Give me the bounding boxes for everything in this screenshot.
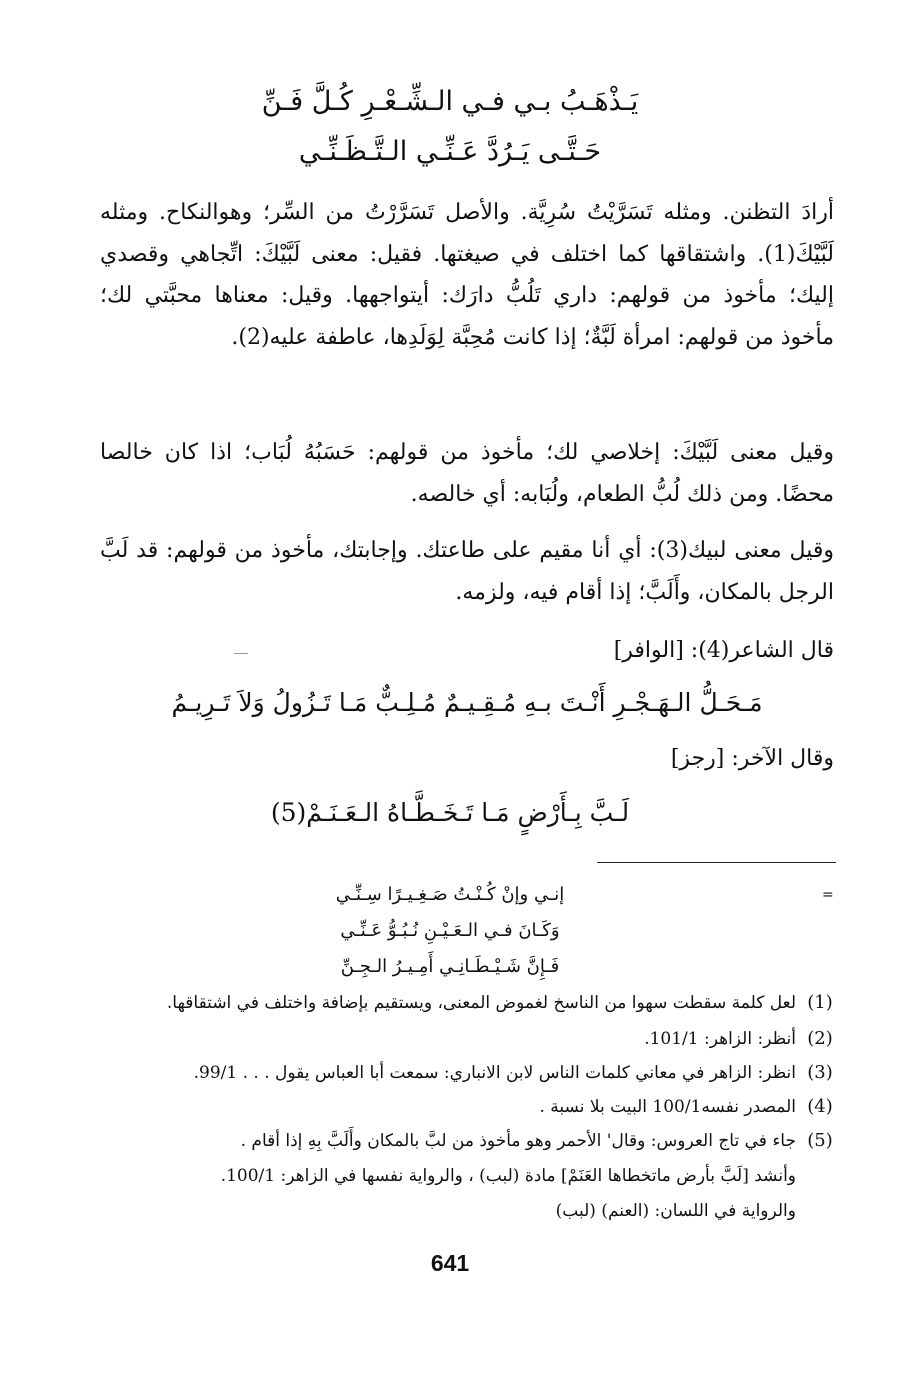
footnote-number: (5) (807, 1130, 833, 1151)
opening-verse-line-1: يَـذْهَـبُ بـي فـي الـشِّـعْـرِ كُـلَّ فَـنِّ (261, 86, 639, 117)
footnote-text: المصدر نفسه100/1 البيت بلا نسبة . (539, 1097, 796, 1117)
continuation-marker: = (822, 887, 834, 903)
footnote-text: انظر: الزاهر في معاني كلمات الناس لابن الانباري: سمعت أبا العباس يقول . . . 99/1. (193, 1063, 796, 1083)
other-poet-intro: وقال الآخر: [رجز] (670, 746, 834, 771)
paragraph-1 (100, 192, 834, 358)
footnote-text: والرواية في اللسان: (العنم) (لبب) (555, 1201, 796, 1221)
stray-mark (234, 653, 248, 654)
paragraph-2 (100, 432, 834, 515)
verse-rajaz: لَـبَّ بِـأَرْضٍ مَـا تَـخَـطَّـاهُ الـعَـنَـمْ(5) (270, 798, 630, 827)
footnote-number: (2) (807, 1028, 833, 1049)
footnote-number: (1) (807, 992, 833, 1013)
paragraph-text: أرادَ التظنن. ومثله تَسَرَّيْتُ سُرِيَّة. والأصل تَسَرَّرْتُ من السِّر؛ وهوالنكاح. ومثله لَبَّيْكَ(1). واشتقاقها كما اختلف في صيغتها. فقيل: معنى لَبَّيْكَ: اتِّجاهي وقصدي إليك؛ مأخوذ من قولهم: داري تَلُبُّ دارَك: أيتواجهها. وقيل: معناها محبَّتي لك؛ مأخوذ من قولهم: امرأة لَبَّةٌ؛ إذا كانت مُحِبَّة لِوَلَدِها، عاطفة عليه(2). (100, 200, 834, 350)
footnote-text: جاء في تاج العروس: وقال' الأحمر وهو مأخوذ من لبَّ بالمكان وأَلَبَّ بِهِ إذا أقام . (240, 1131, 796, 1151)
footnote-text: لعل كلمة سقطت سهوا من الناسخ لغموض المعنى، ويستقيم بإضافة واختلف في اشتقاقها. (166, 993, 796, 1013)
page-number: 641 (430, 1250, 470, 1276)
paragraph-text: وقيل معنى لَبَّيْكَ: إخلاصي لك؛ مأخوذ من قولهم: حَسَبُهُ لُبَاب؛ اذا كان خالصا محضًا. ومن ذلك لُبُّ الطعام، ولُبَابه: أي خالصه. (100, 440, 834, 507)
footnote-text: وأنشد [لَبَّ بأرض ماتخطاها العَنَمْ] مادة (لبب) ، والرواية نفسها في الزاهر: 100/1. (220, 1166, 796, 1186)
footnote-verse-line: إنـي وإنْ كُـنْـتُ صَـغِـيـرًا سِـنِّـي (335, 884, 565, 905)
footnote-separator (597, 862, 836, 863)
opening-verse-line-2: حَـتَّـى يَـرُدَّ عَـنِّـي الـتَّـظَـنِّـي (298, 136, 602, 167)
poet-intro: قال الشاعر(4): [الوافر] (613, 638, 834, 663)
footnote-number: (4) (807, 1096, 833, 1117)
verse-wafir: مَـحَـلُّ الـهَـجْـرِ أَنْـتَ بـهِ مُـقِـيـمٌ مُـلِـبٌّ مَـا تَـزُولُ وَلاَ تَـرِيـمُ (171, 688, 763, 717)
paragraph-text: وقيل معنى لبيك(3): أي أنا مقيم على طاعتك. وإجابتك، مأخوذ من قولهم: قد لَبَّ الرجل بالمكان، وأَلَبَّ؛ إذا أقام فيه، ولزمه. (100, 538, 834, 605)
footnote-number: (3) (807, 1062, 833, 1083)
footnote-text: أنظر: الزاهر: 101/1. (644, 1029, 796, 1049)
footnote-verse-line: وَكَـانَ فـي الـعَـيْـنِ نُـبُـوُّ عَـنِّـي (340, 920, 560, 941)
paragraph-3 (100, 530, 834, 613)
footnote-verse-line: فَـإِنَّ شَـيْـطَـانِـي أَمِـيـرُ الـجِـنِّ (340, 956, 560, 977)
